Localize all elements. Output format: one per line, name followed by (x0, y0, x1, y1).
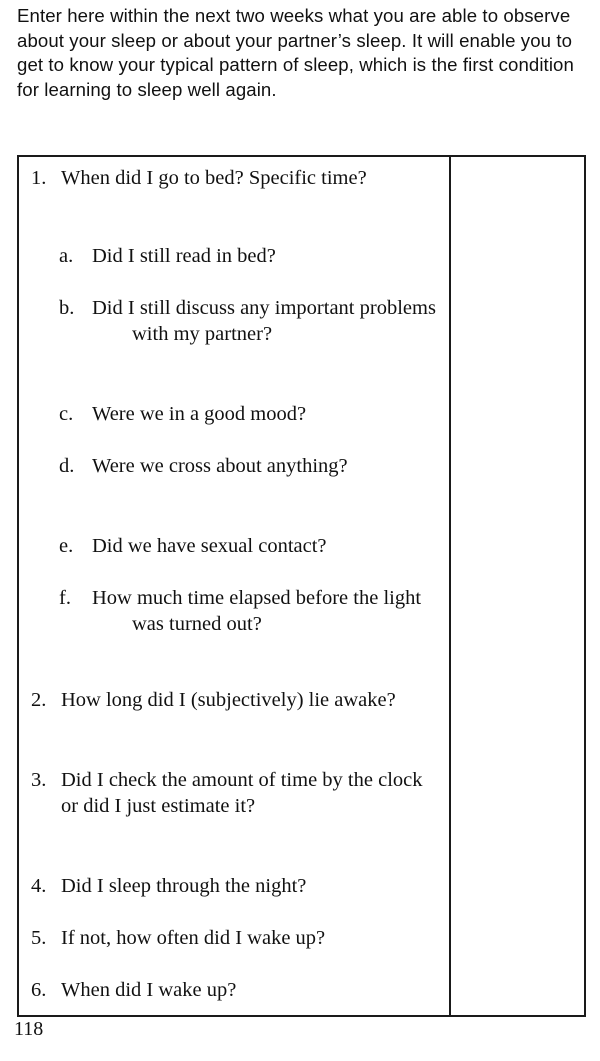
question-1 (31, 165, 431, 191)
sleep-log-table (17, 155, 586, 1017)
intro-paragraph: Enter here within the next two weeks what you are able to observe about your sleep or about your partner’s sleep. It will enable you to get to know your typical pattern of sleep, which is the first condition for learning to sleep well again. (17, 5, 574, 100)
question-text: Were we in a good mood? (92, 403, 307, 425)
question-1c (59, 401, 439, 427)
question-letter: b. (59, 297, 75, 319)
question-letter: c. (59, 403, 74, 425)
question-4 (31, 873, 431, 899)
question-text: When did I go to bed? Specific time? (61, 167, 367, 189)
question-6 (31, 977, 431, 1003)
question-letter: a. (59, 245, 74, 267)
question-text: Did I still read in bed? (92, 245, 276, 267)
question-number: 5. (31, 927, 47, 949)
question-5 (31, 925, 431, 951)
question-1d (59, 453, 439, 479)
question-text: How long did I (subjectively) lie awake? (61, 689, 396, 711)
question-text: Did I sleep through the night? (61, 875, 307, 897)
question-3 (31, 767, 431, 819)
question-1f (59, 585, 439, 637)
question-letter: e. (59, 535, 74, 557)
question-number: 6. (31, 979, 47, 1001)
question-text: Were we cross about anything? (92, 455, 348, 477)
question-text: When did I wake up? (61, 979, 237, 1001)
question-number: 2. (31, 689, 47, 711)
question-text: If not, how often did I wake up? (61, 927, 326, 949)
question-1a (59, 243, 439, 269)
question-text: Did I still discuss any important problems with my partner? (92, 297, 436, 345)
question-1e (59, 533, 439, 559)
question-1b (59, 295, 439, 347)
question-text: Did I check the amount of time by the clock or did I just estimate it? (61, 769, 423, 817)
question-number: 3. (31, 769, 47, 791)
question-letter: f. (59, 587, 71, 609)
question-2 (31, 687, 431, 713)
page-number: 118 (14, 1018, 44, 1040)
answer-column[interactable] (451, 157, 584, 1015)
question-text: How much time elapsed before the light was turned out? (92, 587, 422, 635)
question-text: Did we have sexual contact? (92, 535, 327, 557)
question-number: 1. (31, 167, 47, 189)
question-letter: d. (59, 455, 75, 477)
question-number: 4. (31, 875, 47, 897)
